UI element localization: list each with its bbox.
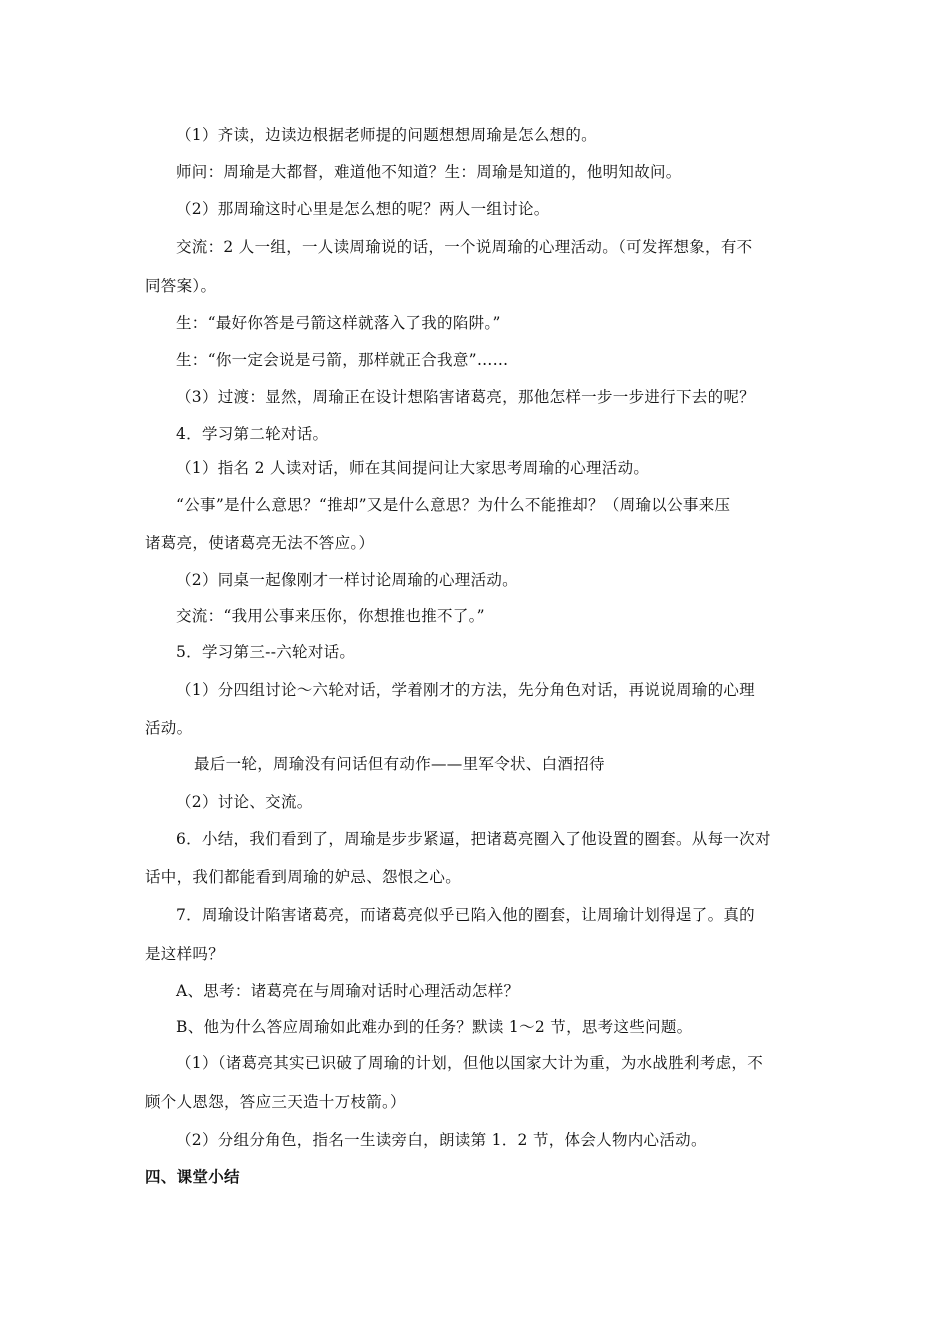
paragraph-line: 诸葛亮，使诸葛亮无法不答应。）: [145, 534, 375, 552]
paragraph-line: 顾个人恩怨，答应三天造十万枝箭。）: [145, 1093, 406, 1111]
section-heading: 四、课堂小结: [145, 1168, 240, 1186]
paragraph-line: 交流：2 人一组，一人读周瑜说的话，一个说周瑜的心理活动。（可发挥想象，有不: [176, 238, 753, 256]
paragraph-line: 话中，我们都能看到周瑜的妒忌、怨恨之心。: [145, 868, 462, 886]
paragraph-line: （2）分组分角色，指名一生读旁白，朗读第 1．2 节，体会人物内心活动。: [176, 1131, 707, 1149]
paragraph-line: 7．周瑜设计陷害诸葛亮，而诸葛亮似乎已陷入他的圈套，让周瑜计划得逞了。真的: [176, 906, 755, 924]
paragraph-line: 5．学习第三--六轮对话。: [176, 643, 356, 661]
paragraph-line: 6．小结，我们看到了，周瑜是步步紧逼，把诸葛亮圈入了他设置的圈套。从每一次对: [176, 830, 771, 848]
paragraph-line: （2）同桌一起像刚才一样讨论周瑜的心理活动。: [176, 571, 518, 589]
paragraph-line: （2）那周瑜这时心里是怎么想的呢？两人一组讨论。: [176, 200, 550, 218]
paragraph-line: 生：“最好你答是弓箭这样就落入了我的陷阱。”: [176, 314, 501, 332]
paragraph-line: 同答案）。: [145, 277, 217, 295]
paragraph-line: （1）（诸葛亮其实已识破了周瑜的计划，但他以国家大计为重，为水战胜利考虑，不: [176, 1054, 764, 1072]
paragraph-line: B、他为什么答应周瑜如此难办到的任务？默读 1～2 节，思考这些问题。: [176, 1018, 693, 1036]
paragraph-line: A、思考：诸葛亮在与周瑜对话时心理活动怎样？: [176, 982, 520, 1000]
paragraph-line: （1）齐读，边读边根据老师提的问题想想周瑜是怎么想的。: [176, 126, 597, 144]
paragraph-line: 最后一轮，周瑜没有问话但有动作——里军令状、白酒招待: [194, 755, 605, 773]
paragraph-line: 活动。: [145, 719, 193, 737]
paragraph-line: 师问：周瑜是大都督，难道他不知道？生：周瑜是知道的，他明知故问。: [176, 163, 682, 181]
paragraph-line: （1）指名 2 人读对话，师在其间提问让大家思考周瑜的心理活动。: [176, 459, 650, 477]
paragraph-line: 交流：“我用公事来压你，你想推也推不了。”: [176, 607, 485, 625]
paragraph-line: 生：“你一定会说是弓箭，那样就正合我意”……: [176, 351, 509, 369]
paragraph-line: “公事”是什么意思？“推却”又是什么意思？为什么不能推却？（周瑜以公事来压: [176, 496, 731, 514]
paragraph-line: 是这样吗？: [145, 945, 225, 963]
paragraph-line: （3）过渡：显然，周瑜正在设计想陷害诸葛亮，那他怎样一步一步进行下去的呢？: [176, 388, 755, 406]
paragraph-line: 4．学习第二轮对话。: [176, 425, 329, 443]
paragraph-line: （1）分四组讨论～六轮对话，学着刚才的方法，先分角色对话，再说说周瑜的心理: [176, 681, 755, 699]
paragraph-line: （2）讨论、交流。: [176, 793, 313, 811]
